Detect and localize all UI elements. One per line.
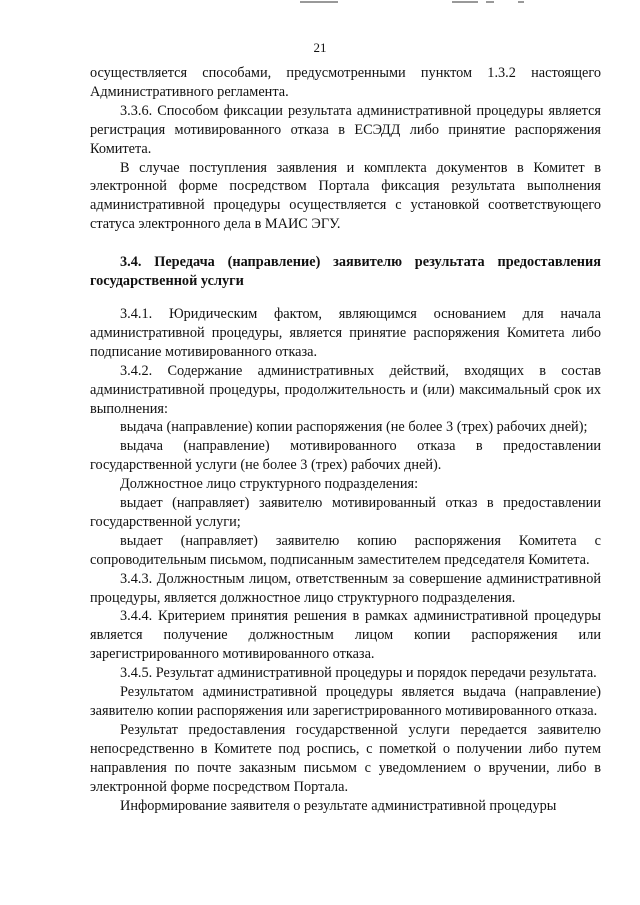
section-heading: 3.4. Передача (направление) заявителю результата предоставления государственной услуги: [90, 254, 601, 290]
paragraph: 3.4.1. Юридическим фактом, являющимся основанием для начала административной процедуры, является принятие распоряжения Комитета либо подписание мотивированного отказа.: [90, 305, 601, 360]
paragraph: выдача (направление) мотивированного отказа в предоставлении государственной услуги (не более 3 (трех) рабочих дней).: [90, 438, 601, 474]
paragraph: 3.4.5. Результат административной процедуры и порядок передачи результата.: [120, 665, 597, 682]
paragraph: Результат предоставления государственной услуги передается заявителю непосредственно в Комитете под роспись, с пометкой о получении либо путем направления по почте заказным письмом с уведомлением о вручении, либо в электронной форме посредством Портала.: [90, 721, 601, 795]
paragraph: В случае поступления заявления и комплекта документов в Комитет в электронной форме посредством Портала фиксация результата выполнения административной процедуры осуществляется с установкой соответствующего статуса электронного дела в МАИС ЭГУ.: [90, 159, 601, 233]
page-number: 21: [313, 40, 327, 55]
paragraph: 3.4.4. Критерием принятия решения в рамках административной процедуры является получение должностным лицом копии распоряжения или зарегистрированного мотивированного отказа.: [90, 608, 601, 663]
document-body: [90, 64, 601, 815]
paragraph: Должностное лицо структурного подразделения:: [120, 476, 419, 493]
paragraph: 3.3.6. Способом фиксации результата административной процедуры является регистрация мотивированного отказа в ЕСЭДД либо принятие распоряжения Комитета.: [90, 102, 601, 157]
paragraph: выдает (направляет) заявителю копию распоряжения Комитета с сопроводительным письмом, подписанным заместителем председателя Комитета.: [90, 532, 601, 568]
paragraph: выдает (направляет) заявителю мотивированный отказ в предоставлении государственной услуги;: [90, 495, 601, 530]
paragraph: выдача (направление) копии распоряжения (не более 3 (трех) рабочих дней);: [120, 419, 588, 436]
paragraph: Информирование заявителя о результате административной процедуры: [120, 797, 557, 814]
paragraph: 3.4.2. Содержание административных действий, входящих в состав административной процедуры, продолжительность и (или) максимальный срок их выполнения:: [90, 362, 601, 417]
paragraph: Результатом административной процедуры является выдача (направление) заявителю копии распоряжения или зарегистрированного мотивированного отказа.: [90, 684, 601, 719]
scan-top-marks: [0, 0, 640, 6]
paragraph: осуществляется способами, предусмотренными пунктом 1.3.2 настоящего Административного регламента.: [90, 65, 601, 100]
paragraph: 3.4.3. Должностным лицом, ответственным за совершение административной процедуры, является должностное лицо структурного подразделения.: [90, 570, 601, 606]
